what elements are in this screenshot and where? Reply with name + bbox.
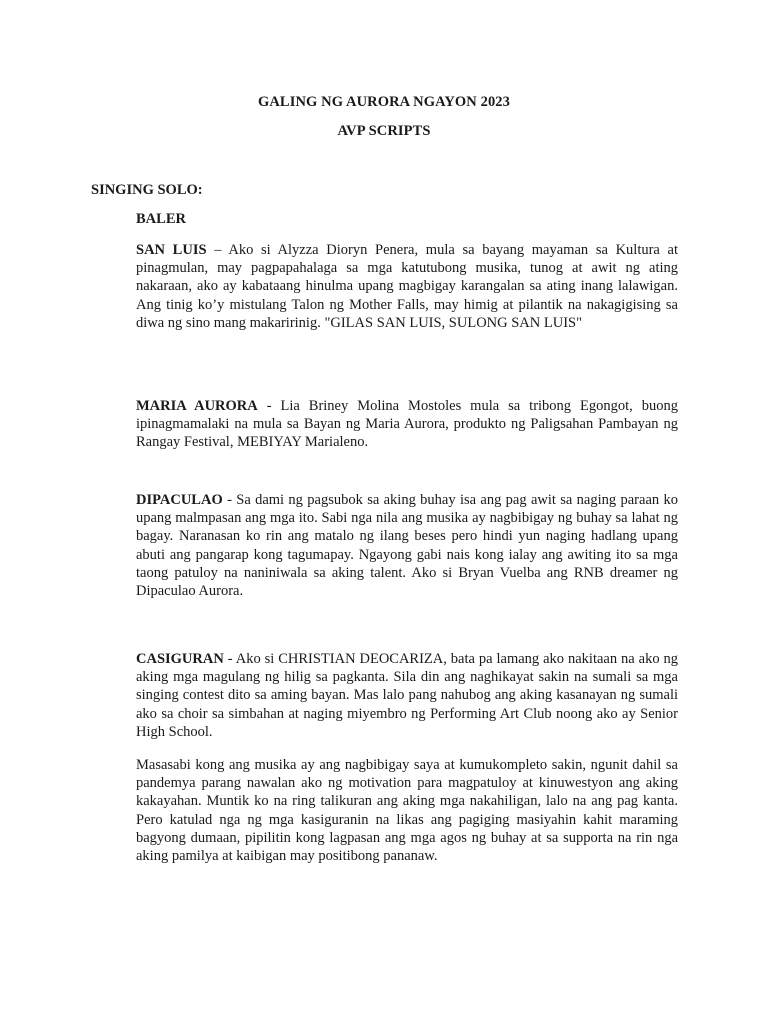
- entry-name: DIPACULAO: [136, 492, 223, 508]
- entry-text: Ako si Alyzza Dioryn Penera, mula sa bayang mayaman sa Kultura at pinagmulan, may pagpapahalaga sa mga katutubong musika, tunog at awit ng ating nakaraan, ako ay kabataang hinulma upang magbigay karangalan sa ating inang lalawigan. Ang tinig ko’y mistulang Talon ng Mother Falls, may himig at pilantik na nakagigising sa diwa ng sino mang makaririnig. "GILAS SAN LUIS, SULONG SAN LUIS": [136, 242, 679, 331]
- entry-casiguran-continuation: Masasabi kong ang musika ay ang nagbibigay saya at kumukompleto sakin, ngunit dahil sa pandemya parang nawalan ako ng motivation para magpatuloy at kinuwestyon ang aking kakayahan. Muntik ko na ring talikuran ang aking mga nakahiligan, lalo na ang pag kanta. Pero katulad nga ng mga kasiguranin na likas ang pagiging masiyahin kahit maraming bagyong dumaan, pipilitin kong lagpasan ang mga agos ng buhay at sa supporta na rin nga aking pamilya at kaibigan may positibong pananaw.: [136, 757, 678, 865]
- entry-text: Lia Briney Molina Mostoles mula sa tribong Egongot, buong ipinagmamalaki na mula sa Bayan ng Maria Aurora, produkto ng Paligsahan Pambayan ng Rangay Festival, MEBIYAY Marialeno.: [136, 398, 678, 451]
- sub-heading-baler: BALER: [136, 211, 186, 227]
- section-heading: SINGING SOLO:: [91, 182, 203, 198]
- entry-name: SAN LUIS: [136, 242, 207, 258]
- entry-name: CASIGURAN: [136, 651, 224, 667]
- entry-casiguran: [136, 650, 678, 741]
- entry-name: MARIA AURORA: [136, 398, 258, 414]
- entry-dipaculao: [136, 491, 678, 600]
- entry-san-luis: [136, 241, 678, 332]
- document-subtitle: AVP SCRIPTS: [337, 123, 431, 139]
- entry-maria-aurora: [136, 397, 678, 452]
- entry-separator: –: [206, 242, 229, 258]
- entry-separator: -: [222, 492, 237, 508]
- entry-text: Ako si CHRISTIAN DEOCARIZA, bata pa lamang ako nakitaan na ako ng aking mga magulang ng hilig sa pagkanta. Sila din ang naghikayat sakin na sumali sa mga singing contest dito sa aming bayan. Mas lalo pang nahubog ang aking kasanayan ng sumali ako sa choir sa simbahan at naging miyembro ng Performing Art Club noong ako ay Senior High School.: [136, 651, 679, 740]
- entry-separator: -: [223, 651, 236, 667]
- entry-separator: -: [257, 398, 281, 414]
- entry-text: Sa dami ng pagsubok sa aking buhay isa ang pag awit sa naging paraan ko upang malmpasan ang mga ito. Sabi nga nila ang musika ay nagbibigay ng buhay sa lahat ng bagay. Naranasan ko rin ang matalo ng ilang beses pero hindi yun naging hadlang upang abuti ang pangarap kong tagumapay. Ngayong gabi nais kong ialay ang awiting ito sa mga taong patuloy na naniniwala sa aking talent. Ako si Bryan Vuelba ang RNB dreamer ng Dipaculao Aurora.: [136, 492, 678, 600]
- document-title: GALING NG AURORA NGAYON 2023: [257, 94, 510, 110]
